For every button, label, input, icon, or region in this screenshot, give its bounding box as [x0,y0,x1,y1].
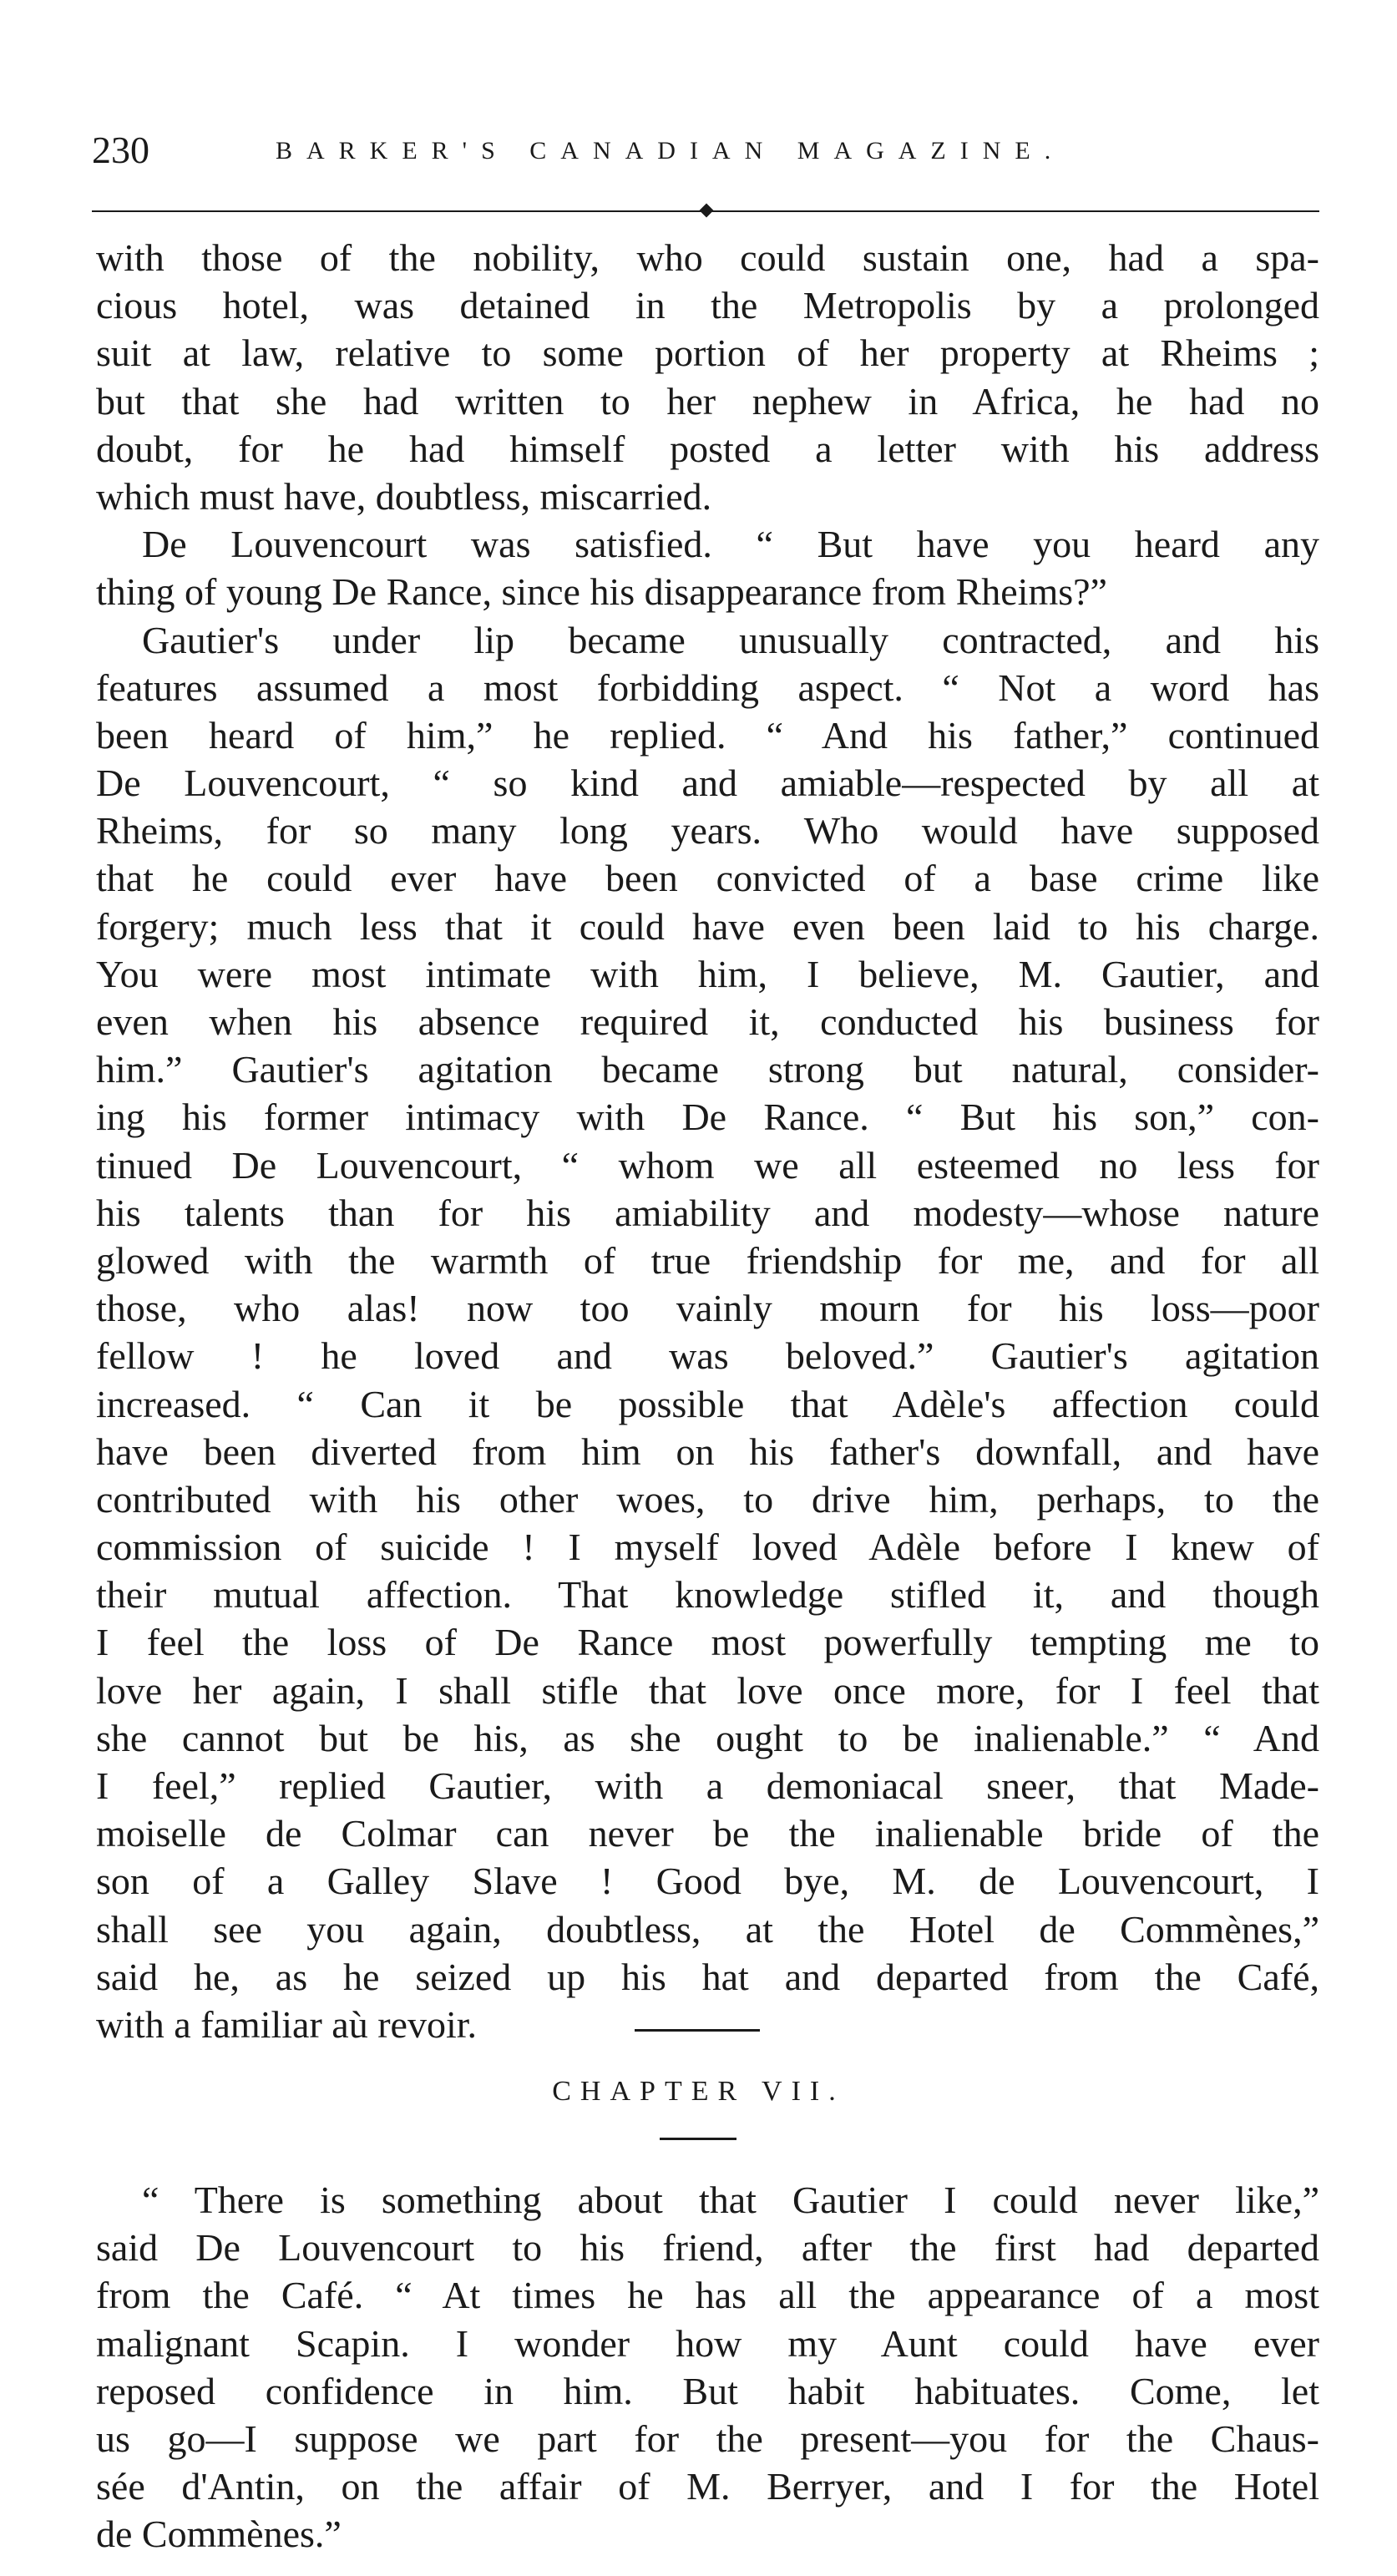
paragraph [96,520,1319,615]
text-line: contributed with his other woes, to drive him, perhaps, to the [96,1477,1319,1521]
text-line: You were most intimate with him, I believe, M. Gautier, and [96,952,1319,995]
paragraph [96,234,1319,520]
rule-ornament [700,204,714,218]
body-text [96,234,1319,2048]
text-line: thing of young De Rance, since his disappearance from Rheims?” [96,570,1107,614]
text-line: De Louvencourt, “ so kind and amiable—respected by all at [96,762,1319,805]
text-line: fellow ! he loved and was beloved.” Gautier's agitation [96,1334,1319,1378]
text-line: increased. “ Can it be possible that Adèle's affection could [96,1382,1319,1425]
chapter-heading: CHAPTER VII. [552,2076,845,2107]
text-line: “ There is something about that Gautier I could never like,” [142,2179,1319,2221]
text-line: those, who alas! now too vainly mourn for his loss—poor [96,1287,1319,1330]
text-line: I feel the loss of De Rance most powerfully tempting me to [96,1621,1319,1664]
text-line: suit at law, relative to some portion of her property at Rheims ; [96,331,1319,375]
text-line: Rheims, for so many long years. Who would have supposed [96,809,1319,853]
text-line: I feel,” replied Gautier, with a demoniacal sneer, that Made- [96,1764,1319,1807]
text-line: glowed with the warmth of true friendship for me, and for all [96,1238,1319,1282]
chapter-rule-top [635,2029,760,2032]
text-line: malignant Scapin. I wonder how my Aunt could have ever [96,2321,1319,2365]
text-line: us go—I suppose we part for the present—you for the Chaus- [96,2417,1319,2460]
text-line: commission of suicide ! I myself loved Adèle before I knew of [96,1526,1319,1569]
text-line: from the Café. “ At times he has all the appearance of a most [96,2274,1319,2317]
text-line: features assumed a most forbidding aspect. “ Not a word has [96,666,1319,709]
text-line: said De Louvencourt to his friend, after the first had departed [96,2226,1319,2270]
chapter-text [96,2176,1319,2558]
text-line: his talents than for his amiability and modesty—whose nature [96,1191,1319,1234]
text-line: him.” Gautier's agitation became strong but natural, consider- [96,1048,1319,1091]
text-line: she cannot but be his, as she ought to be inalienable.” “ And [96,1716,1319,1759]
text-line: reposed confidence in him. But habit habituates. Come, let [96,2369,1319,2412]
page-header [92,125,1328,184]
text-line: Gautier's under lip became unusually contracted, and his [142,618,1319,661]
paragraph [96,616,1319,2049]
page-number: 230 [92,129,149,171]
text-line: moiselle de Colmar can never be the inalienable bride of the [96,1812,1319,1855]
text-line: De Louvencourt was satisfied. “ But have you heard any [142,523,1319,566]
text-line: which must have, doubtless, miscarried. [96,474,712,518]
text-line: son of a Galley Slave ! Good bye, M. de Louvencourt, I [96,1860,1319,1903]
text-line: their mutual affection. That knowledge stifled it, and though [96,1573,1319,1617]
text-line: doubt, for he had himself posted a letter with his address [96,427,1319,470]
running-head: BARKER'S CANADIAN MAGAZINE. [276,137,1065,164]
text-line: forgery; much less that it could have even been laid to his charge. [96,904,1319,948]
text-line: de Commènes.” [96,2513,342,2556]
text-line: love her again, I shall stifle that love once more, for I feel that [96,1668,1319,1712]
chapter-rule-bottom [660,2138,736,2140]
text-line: shall see you again, doubtless, at the Hotel de Commènes,” [96,1907,1319,1951]
text-line: said he, as he seized up his hat and departed from the Café, [96,1955,1319,1998]
paragraph [96,2176,1319,2558]
text-line: ing his former intimacy with De Rance. “ But his son,” con- [96,1096,1319,1139]
text-line: have been diverted from him on his father's downfall, and have [96,1430,1319,1473]
text-line: cious hotel, was detained in the Metropolis by a prolonged [96,284,1319,327]
text-line: with those of the nobility, who could sustain one, had a spa- [96,236,1319,279]
text-line: with a familiar aù revoir. [96,2002,478,2046]
text-line: even when his absence required it, conducted his business for [96,1000,1319,1043]
text-line: tinued De Louvencourt, “ whom we all esteemed no less for [96,1143,1319,1187]
text-line: sée d'Antin, on the affair of M. Berryer, and I for the Hotel [96,2465,1319,2508]
text-line: that he could ever have been convicted of a base crime like [96,857,1319,900]
text-line: been heard of him,” he replied. “ And his father,” continued [96,713,1319,757]
text-line: but that she had written to her nephew in Africa, he had no [96,379,1319,423]
